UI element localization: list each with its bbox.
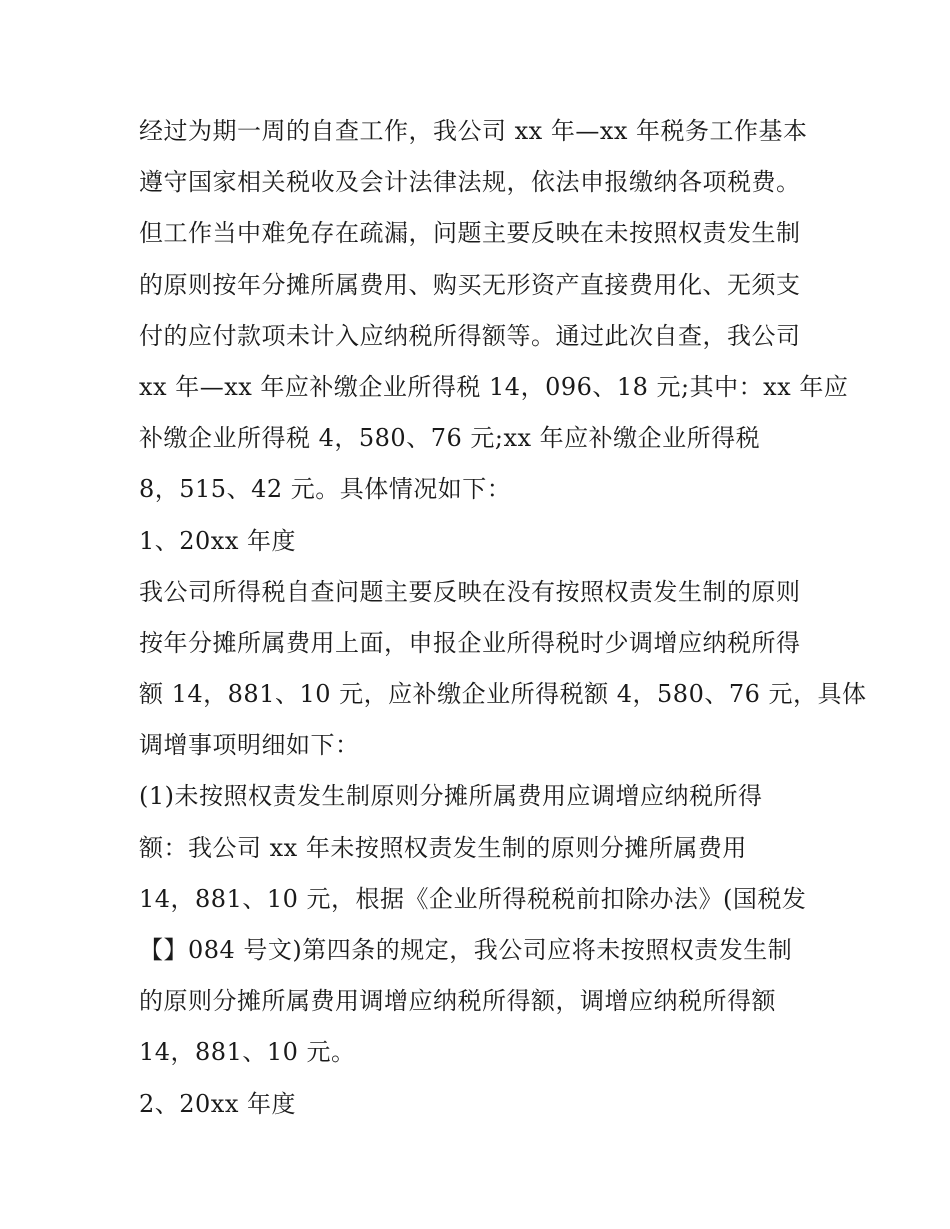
text-line: 补缴企业所得税 4，580、76 元;xx 年应补缴企业所得税: [139, 424, 761, 453]
text-line: 但工作当中难免存在疏漏，问题主要反映在未按照权责发生制: [139, 219, 801, 248]
text-line: 8，515、42 元。具体情况如下：: [139, 475, 512, 504]
text-line: 【】084 号文)第四条的规定，我公司应将未按照权责发生制: [139, 936, 793, 964]
text-line: 额：我公司 xx 年未按照权责发生制的原则分摊所属费用: [139, 833, 747, 862]
text-line: 额 14，881、10 元，应补缴企业所得税额 4，580、76 元，具体: [139, 680, 867, 709]
section-heading: 2、20xx 年度: [139, 1089, 297, 1118]
document-body: [139, 106, 867, 1130]
text-line: 经过为期一周的自查工作，我公司 xx 年—xx 年税务工作基本: [139, 117, 808, 145]
text-line: xx 年—xx 年应补缴企业所得税 14，096、18 元;其中：xx 年应: [139, 372, 849, 401]
text-line: 的原则按年分摊所属费用、购买无形资产直接费用化、无须支: [139, 270, 801, 299]
text-line: 遵守国家相关税收及会计法律法规，依法申报缴纳各项税费。: [139, 168, 801, 197]
text-line: 14，881、10 元，根据《企业所得税税前扣除办法》(国税发: [139, 884, 807, 913]
text-line: 的原则分摊所属费用调增应纳税所得额，调增应纳税所得额: [139, 987, 776, 1016]
text-line: 按年分摊所属费用上面，申报企业所得税时少调增应纳税所得: [139, 628, 801, 657]
text-line: 付的应付款项未计入应纳税所得额等。通过此次自查，我公司: [139, 321, 801, 350]
text-line: 我公司所得税自查问题主要反映在没有按照权责发生制的原则: [139, 577, 801, 606]
section-heading: 1、20xx 年度: [139, 526, 297, 555]
text-line: 14，881、10 元。: [139, 1038, 356, 1067]
text-line: 调增事项明细如下：: [139, 731, 360, 760]
text-line: (1)未按照权责发生制原则分摊所属费用应调增应纳税所得: [139, 782, 763, 811]
